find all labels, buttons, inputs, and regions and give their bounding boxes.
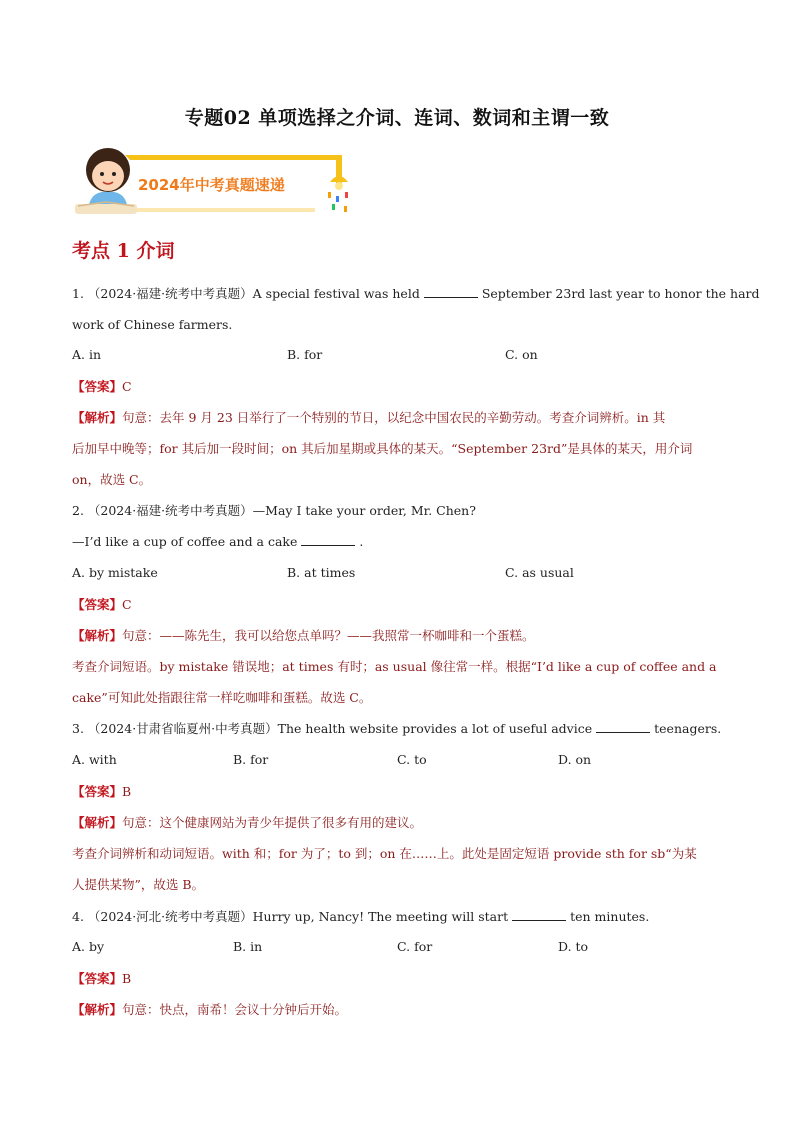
q2-stem-line2 xyxy=(72,533,363,551)
answer-tag: 【答案】 xyxy=(72,597,123,612)
q2-analysis-line1 xyxy=(72,627,535,645)
q3-option-a: A. with xyxy=(72,752,117,767)
q2-option-a: A. by mistake xyxy=(72,565,158,580)
q2-blank xyxy=(301,533,355,546)
answer-tag: 【答案】 xyxy=(72,379,123,394)
q2-answer xyxy=(72,596,132,614)
analysis-tag: 【解析】 xyxy=(72,1002,123,1017)
analysis-tag: 【解析】 xyxy=(72,628,123,643)
q1-option-b: B. for xyxy=(287,347,323,362)
q4-option-b: B. in xyxy=(233,939,263,954)
banner-label: 2024年中考真题速递 xyxy=(138,176,285,194)
q2-analysis-1: 句意：——陈先生，我可以给您点单吗？——我照常一杯咖啡和一个蛋糕。 xyxy=(122,628,535,643)
q4-stem-line1 xyxy=(72,908,649,926)
q1-analysis-line1 xyxy=(72,409,665,427)
q2-analysis-line3: cake”可知此处指跟往常一样吃咖啡和蛋糕。故选 C。 xyxy=(72,690,372,705)
q4-option-c: C. for xyxy=(397,939,433,954)
q1-stem-a: 1. （2024·福建·统考中考真题）A special festival was held xyxy=(72,286,420,301)
q1-answer-value: C xyxy=(122,379,132,394)
q3-option-c: C. to xyxy=(397,752,427,767)
q2-stem-c: . xyxy=(359,534,364,549)
q3-stem-line1 xyxy=(72,720,721,738)
answer-tag: 【答案】 xyxy=(72,971,123,986)
q3-option-b: B. for xyxy=(233,752,269,767)
q3-stem-b: teenagers. xyxy=(654,721,722,736)
q3-analysis-line2: 考查介词辨析和动词短语。with 和；for 为了；to 到；on 在……上。此处是固定短语 provide sth for sb“为某 xyxy=(72,846,697,861)
analysis-tag: 【解析】 xyxy=(72,410,123,425)
q1-answer xyxy=(72,378,132,396)
q4-analysis-1: 句意：快点，南希！会议十分钟后开始。 xyxy=(122,1002,348,1017)
q3-answer-value: B xyxy=(122,784,132,799)
q2-stem-line1: 2. （2024·福建·统考中考真题）—May I take your order, Mr. Chen? xyxy=(72,503,476,518)
q4-blank xyxy=(512,908,566,921)
q2-answer-value: C xyxy=(122,597,132,612)
q4-option-d: D. to xyxy=(558,939,589,954)
q4-answer xyxy=(72,970,131,988)
q4-answer-value: B xyxy=(122,971,132,986)
page-title: 专题02 单项选择之介词、连词、数词和主谓一致 xyxy=(184,107,610,129)
q1-option-a: A. in xyxy=(72,347,102,362)
q3-analysis-1: 句意：这个健康网站为青少年提供了很多有用的建议。 xyxy=(122,815,423,830)
q2-analysis-line2: 考查介词短语。by mistake 错误地；at times 有时；as usual 像往常一样。根据“I’d like a cup of coffee and a xyxy=(72,659,717,674)
q4-stem-b: ten minutes. xyxy=(570,909,650,924)
q4-stem-a: 4. （2024·河北·统考中考真题）Hurry up, Nancy! The meeting will start xyxy=(72,909,509,924)
q4-analysis-line1 xyxy=(72,1001,347,1019)
q1-analysis-1: 句意：去年 9 月 23 日举行了一个特别的节日，以纪念中国农民的辛勤劳动。考查介词辨析。in 其 xyxy=(122,410,666,425)
q1-stem-line1 xyxy=(72,285,760,303)
q3-answer xyxy=(72,783,131,801)
q3-blank xyxy=(596,720,650,733)
q4-option-a: A. by xyxy=(72,939,105,954)
q3-stem-a: 3. （2024·甘肃省临夏州·中考真题）The health website provides a lot of useful advice xyxy=(72,721,593,736)
q3-analysis-line1 xyxy=(72,814,422,832)
answer-tag: 【答案】 xyxy=(72,784,123,799)
q1-option-c: C. on xyxy=(505,347,538,362)
q2-option-c: C. as usual xyxy=(505,565,574,580)
analysis-tag: 【解析】 xyxy=(72,815,123,830)
q2-stem-b: —I’d like a cup of coffee and a cake xyxy=(72,534,298,549)
q1-blank xyxy=(424,285,478,298)
q2-option-b: B. at times xyxy=(287,565,356,580)
q1-stem-line2: work of Chinese farmers. xyxy=(72,317,233,332)
section-heading: 考点 1 介词 xyxy=(72,240,175,262)
q3-option-d: D. on xyxy=(558,752,592,767)
q1-analysis-line2: 后加早中晚等；for 其后加一段时间；on 其后加星期或具体的某天。“September 23rd”是具体的某天，用介词 xyxy=(72,441,693,456)
q3-analysis-line3: 人提供某物”，故选 B。 xyxy=(72,877,205,892)
q1-stem-b: September 23rd last year to honor the hard xyxy=(481,286,760,301)
q1-analysis-line3: on，故选 C。 xyxy=(72,472,152,487)
